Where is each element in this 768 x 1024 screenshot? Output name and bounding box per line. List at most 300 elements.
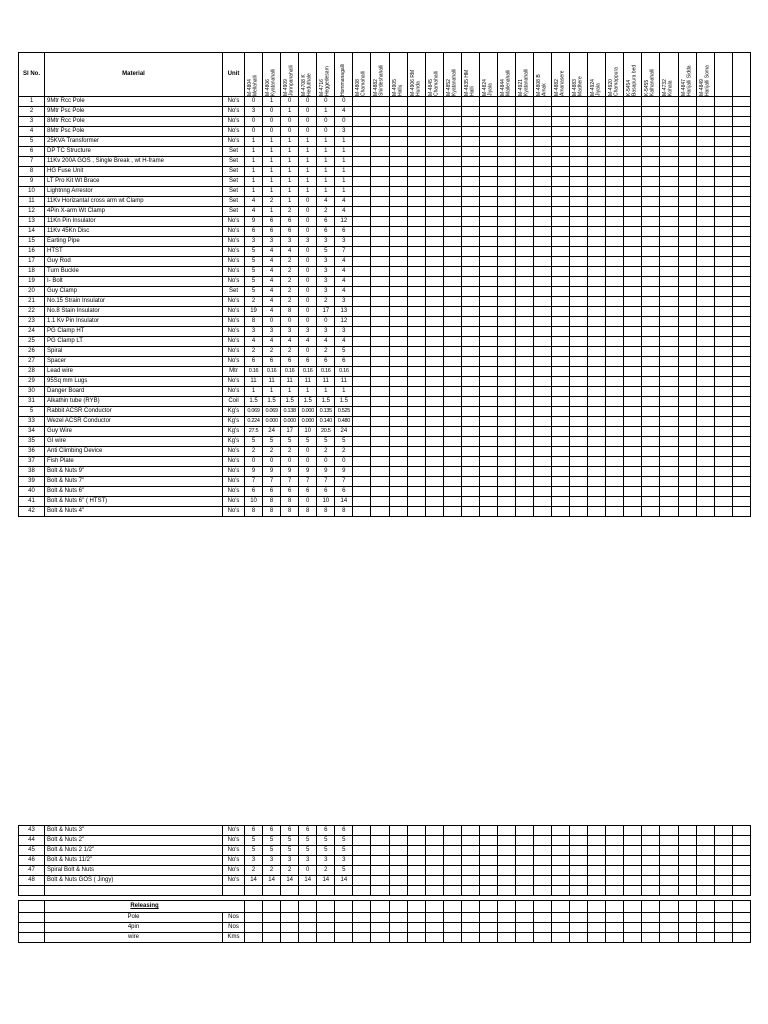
- quantity-cell: 0.140: [317, 417, 335, 427]
- quantity-cell: [570, 237, 588, 247]
- quantity-cell: [389, 117, 407, 127]
- sl-no-cell: 43: [19, 826, 45, 836]
- quantity-cell: 12: [335, 217, 353, 227]
- quantity-cell: [552, 846, 570, 856]
- releasing-empty-cell: [479, 901, 497, 913]
- location-header: [461, 53, 479, 97]
- quantity-cell: [678, 197, 696, 207]
- quantity-cell: [497, 207, 515, 217]
- quantity-cell: 9: [317, 467, 335, 477]
- quantity-cell: [714, 337, 732, 347]
- quantity-cell: [606, 437, 624, 447]
- quantity-cell: [353, 187, 371, 197]
- quantity-cell: 2: [281, 207, 299, 217]
- quantity-cell: 4: [245, 207, 263, 217]
- quantity-cell: 2: [245, 866, 263, 876]
- quantity-cell: 0: [299, 97, 317, 107]
- table-row: [19, 427, 751, 437]
- quantity-cell: [642, 97, 660, 107]
- quantity-cell: [552, 157, 570, 167]
- quantity-cell: [732, 427, 750, 437]
- quantity-cell: [624, 157, 642, 167]
- quantity-cell: [642, 367, 660, 377]
- unit-cell: No's: [223, 107, 245, 117]
- table-row: [19, 277, 751, 287]
- quantity-cell: [461, 437, 479, 447]
- quantity-cell: [732, 97, 750, 107]
- quantity-cell: [353, 367, 371, 377]
- quantity-cell: [552, 347, 570, 357]
- quantity-cell: [714, 237, 732, 247]
- releasing-qty-cell: [299, 913, 317, 923]
- releasing-empty-cell: [371, 901, 389, 913]
- unit-cell: No's: [223, 217, 245, 227]
- quantity-cell: [552, 247, 570, 257]
- quantity-cell: [588, 327, 606, 337]
- releasing-qty-cell: [353, 913, 371, 923]
- quantity-cell: [443, 437, 461, 447]
- quantity-cell: [552, 866, 570, 876]
- quantity-cell: [534, 836, 552, 846]
- quantity-cell: [642, 117, 660, 127]
- quantity-cell: [515, 257, 533, 267]
- quantity-cell: [660, 397, 678, 407]
- releasing-empty-cell: [317, 901, 335, 913]
- releasing-qty-cell: [497, 913, 515, 923]
- quantity-cell: [425, 97, 443, 107]
- quantity-cell: [371, 377, 389, 387]
- location-header: [443, 53, 461, 97]
- quantity-cell: [660, 457, 678, 467]
- quantity-cell: [588, 137, 606, 147]
- sl-no-cell: 13: [19, 217, 45, 227]
- quantity-cell: [624, 307, 642, 317]
- quantity-cell: 1: [245, 167, 263, 177]
- quantity-cell: [588, 846, 606, 856]
- quantity-cell: 0: [299, 457, 317, 467]
- quantity-cell: [642, 866, 660, 876]
- quantity-cell: [407, 437, 425, 447]
- sl-no-cell: 3: [19, 117, 45, 127]
- quantity-cell: 7: [281, 477, 299, 487]
- quantity-cell: 1: [281, 187, 299, 197]
- quantity-cell: 8: [281, 307, 299, 317]
- quantity-cell: [443, 467, 461, 477]
- quantity-cell: 0: [299, 197, 317, 207]
- quantity-cell: [461, 287, 479, 297]
- quantity-cell: [642, 157, 660, 167]
- location-label: Hommanagalli: [340, 64, 347, 96]
- quantity-cell: 0: [299, 267, 317, 277]
- releasing-qty-cell: [371, 913, 389, 923]
- quantity-cell: [660, 467, 678, 477]
- quantity-cell: [425, 147, 443, 157]
- quantity-cell: [461, 836, 479, 846]
- releasing-qty-cell: [642, 913, 660, 923]
- quantity-cell: 6: [263, 227, 281, 237]
- quantity-cell: [732, 227, 750, 237]
- releasing-qty-cell: [479, 933, 497, 943]
- table-row: [19, 357, 751, 367]
- location-header: [263, 53, 281, 97]
- quantity-cell: [588, 487, 606, 497]
- quantity-cell: [461, 257, 479, 267]
- quantity-cell: [407, 387, 425, 397]
- quantity-cell: [461, 826, 479, 836]
- quantity-cell: 6: [263, 357, 281, 367]
- sl-no-cell: 16: [19, 247, 45, 257]
- sl-no-cell: 46: [19, 856, 45, 866]
- releasing-qty-cell: [515, 933, 533, 943]
- quantity-cell: [732, 856, 750, 866]
- unit-cell: No's: [223, 317, 245, 327]
- quantity-cell: [534, 377, 552, 387]
- sl-no-cell: 31: [19, 397, 45, 407]
- quantity-cell: [588, 347, 606, 357]
- quantity-cell: [461, 387, 479, 397]
- quantity-cell: [732, 337, 750, 347]
- quantity-cell: 0: [299, 317, 317, 327]
- quantity-cell: [696, 467, 714, 477]
- quantity-cell: [371, 826, 389, 836]
- quantity-cell: [353, 327, 371, 337]
- quantity-cell: [371, 487, 389, 497]
- sl-no-cell: 23: [19, 317, 45, 327]
- quantity-cell: [534, 167, 552, 177]
- quantity-cell: [642, 497, 660, 507]
- releasing-qty-cell: [588, 933, 606, 943]
- quantity-cell: 0.525: [335, 407, 353, 417]
- location-label: M-4824 Jiyala: [481, 79, 494, 96]
- quantity-cell: [353, 846, 371, 856]
- quantity-cell: [624, 197, 642, 207]
- quantity-cell: [732, 237, 750, 247]
- releasing-qty-cell: [497, 923, 515, 933]
- quantity-cell: [714, 387, 732, 397]
- unit-cell: No's: [223, 487, 245, 497]
- empty-cell: [660, 886, 678, 896]
- quantity-cell: [660, 437, 678, 447]
- quantity-cell: [570, 167, 588, 177]
- quantity-cell: [570, 107, 588, 117]
- quantity-cell: [660, 267, 678, 277]
- material-cell: Guy Wire: [45, 427, 223, 437]
- sl-no-cell: 45: [19, 846, 45, 856]
- quantity-cell: 0.000: [281, 417, 299, 427]
- quantity-cell: [570, 207, 588, 217]
- quantity-cell: [425, 307, 443, 317]
- quantity-cell: [642, 437, 660, 447]
- quantity-cell: 0.480: [335, 417, 353, 427]
- quantity-cell: [515, 407, 533, 417]
- quantity-cell: [732, 876, 750, 886]
- releasing-qty-cell: [299, 923, 317, 933]
- quantity-cell: [642, 337, 660, 347]
- quantity-cell: [407, 427, 425, 437]
- quantity-cell: [443, 367, 461, 377]
- quantity-cell: [660, 357, 678, 367]
- quantity-cell: [443, 157, 461, 167]
- empty-cell: [714, 886, 732, 896]
- quantity-cell: [534, 337, 552, 347]
- sl-no-cell: 39: [19, 477, 45, 487]
- quantity-cell: [570, 487, 588, 497]
- quantity-cell: 0: [281, 457, 299, 467]
- location-header: [299, 53, 317, 97]
- quantity-cell: 0: [299, 217, 317, 227]
- table-row: [19, 347, 751, 357]
- quantity-cell: [588, 97, 606, 107]
- quantity-cell: [642, 187, 660, 197]
- quantity-cell: [714, 407, 732, 417]
- quantity-cell: [515, 397, 533, 407]
- unit-cell: Set: [223, 167, 245, 177]
- quantity-cell: [371, 187, 389, 197]
- quantity-cell: 4: [335, 337, 353, 347]
- quantity-cell: [461, 866, 479, 876]
- unit-cell: Coil: [223, 397, 245, 407]
- sl-no-cell: 26: [19, 347, 45, 357]
- quantity-cell: [624, 117, 642, 127]
- quantity-cell: [588, 247, 606, 257]
- quantity-cell: 8: [245, 507, 263, 517]
- empty-cell: [317, 886, 335, 896]
- quantity-cell: [642, 137, 660, 147]
- quantity-cell: 4: [263, 277, 281, 287]
- quantity-cell: 2: [281, 447, 299, 457]
- quantity-cell: [714, 187, 732, 197]
- quantity-cell: [515, 387, 533, 397]
- quantity-cell: [497, 187, 515, 197]
- quantity-cell: [552, 437, 570, 447]
- quantity-cell: 2: [317, 347, 335, 357]
- unit-cell: No's: [223, 117, 245, 127]
- quantity-cell: [479, 207, 497, 217]
- quantity-cell: [696, 866, 714, 876]
- quantity-cell: [714, 507, 732, 517]
- quantity-cell: [353, 337, 371, 347]
- quantity-cell: [479, 267, 497, 277]
- quantity-cell: 1: [317, 167, 335, 177]
- quantity-cell: [660, 377, 678, 387]
- quantity-cell: [407, 107, 425, 117]
- quantity-cell: [534, 427, 552, 437]
- quantity-cell: [389, 197, 407, 207]
- quantity-cell: [389, 467, 407, 477]
- quantity-cell: [624, 836, 642, 846]
- quantity-cell: [371, 177, 389, 187]
- location-label: M-4920 Chamappura: [608, 67, 620, 96]
- quantity-cell: [371, 297, 389, 307]
- quantity-cell: [407, 227, 425, 237]
- quantity-cell: [642, 417, 660, 427]
- quantity-cell: [497, 507, 515, 517]
- quantity-cell: 4: [263, 287, 281, 297]
- sl-no-cell: 24: [19, 327, 45, 337]
- quantity-cell: [696, 137, 714, 147]
- quantity-cell: [407, 197, 425, 207]
- quantity-cell: [371, 407, 389, 417]
- releasing-blank-cell: [19, 901, 45, 913]
- releasing-empty-cell: [515, 901, 533, 913]
- quantity-cell: [642, 177, 660, 187]
- table-row: [19, 327, 751, 337]
- quantity-cell: [515, 307, 533, 317]
- quantity-cell: [624, 826, 642, 836]
- quantity-cell: [425, 277, 443, 287]
- quantity-cell: [389, 257, 407, 267]
- quantity-cell: 8: [245, 317, 263, 327]
- quantity-cell: [606, 387, 624, 397]
- quantity-cell: [534, 107, 552, 117]
- quantity-cell: [570, 147, 588, 157]
- quantity-cell: [696, 327, 714, 337]
- quantity-cell: [407, 876, 425, 886]
- materials-table-continued-body: [19, 826, 751, 943]
- quantity-cell: [497, 327, 515, 337]
- quantity-cell: [479, 127, 497, 137]
- quantity-cell: [389, 267, 407, 277]
- location-label: M-4716 Heggedesam: [319, 66, 331, 96]
- quantity-cell: [515, 856, 533, 866]
- quantity-cell: 3: [317, 277, 335, 287]
- quantity-cell: [624, 97, 642, 107]
- releasing-qty-cell: [534, 913, 552, 923]
- quantity-cell: 1: [335, 167, 353, 177]
- quantity-cell: [570, 866, 588, 876]
- quantity-cell: [479, 487, 497, 497]
- quantity-cell: [425, 227, 443, 237]
- material-cell: Lightnng Arrestor: [45, 187, 223, 197]
- quantity-cell: [443, 297, 461, 307]
- quantity-cell: 6: [317, 217, 335, 227]
- material-cell: Lead wire: [45, 367, 223, 377]
- quantity-cell: [461, 177, 479, 187]
- quantity-cell: 6: [281, 826, 299, 836]
- quantity-cell: [714, 307, 732, 317]
- quantity-cell: [425, 247, 443, 257]
- quantity-cell: 5: [335, 866, 353, 876]
- material-cell: 11Kv Horizantal cross arm wt Clamp: [45, 197, 223, 207]
- table-row: [19, 147, 751, 157]
- quantity-cell: [353, 237, 371, 247]
- quantity-cell: [425, 826, 443, 836]
- quantity-cell: 0: [299, 117, 317, 127]
- quantity-cell: 2: [245, 297, 263, 307]
- quantity-cell: 2: [245, 447, 263, 457]
- quantity-cell: [588, 387, 606, 397]
- quantity-cell: 5: [245, 257, 263, 267]
- quantity-cell: [660, 177, 678, 187]
- quantity-cell: [606, 866, 624, 876]
- releasing-qty-cell: [660, 923, 678, 933]
- quantity-cell: [353, 207, 371, 217]
- quantity-cell: [642, 197, 660, 207]
- location-header: [588, 53, 606, 97]
- quantity-cell: 1: [335, 387, 353, 397]
- releasing-qty-cell: [515, 913, 533, 923]
- quantity-cell: [353, 407, 371, 417]
- quantity-cell: [696, 427, 714, 437]
- quantity-cell: [624, 167, 642, 177]
- quantity-cell: [515, 197, 533, 207]
- quantity-cell: 6: [281, 487, 299, 497]
- sl-no-cell: 30: [19, 387, 45, 397]
- quantity-cell: [606, 317, 624, 327]
- quantity-cell: 1: [281, 387, 299, 397]
- quantity-cell: [660, 846, 678, 856]
- quantity-cell: [606, 417, 624, 427]
- quantity-cell: 0: [299, 257, 317, 267]
- quantity-cell: [497, 447, 515, 457]
- releasing-qty-cell: [317, 933, 335, 943]
- releasing-blank-cell: [19, 933, 45, 943]
- quantity-cell: [714, 297, 732, 307]
- quantity-cell: [678, 866, 696, 876]
- quantity-cell: 5: [245, 836, 263, 846]
- location-label: M-4804 Mellahalli: [247, 75, 259, 96]
- quantity-cell: [678, 337, 696, 347]
- quantity-cell: [461, 227, 479, 237]
- quantity-cell: [606, 197, 624, 207]
- quantity-cell: [606, 447, 624, 457]
- quantity-cell: [696, 497, 714, 507]
- quantity-cell: [371, 367, 389, 377]
- quantity-cell: 5: [317, 437, 335, 447]
- quantity-cell: [642, 297, 660, 307]
- quantity-cell: [714, 856, 732, 866]
- quantity-cell: [389, 327, 407, 337]
- quantity-cell: 14: [245, 876, 263, 886]
- quantity-cell: [353, 866, 371, 876]
- quantity-cell: [714, 167, 732, 177]
- quantity-cell: [371, 317, 389, 327]
- quantity-cell: [443, 287, 461, 297]
- unit-cell: No's: [223, 347, 245, 357]
- quantity-cell: [606, 97, 624, 107]
- quantity-cell: [714, 447, 732, 457]
- quantity-cell: [479, 107, 497, 117]
- quantity-cell: [461, 447, 479, 457]
- quantity-cell: 0: [299, 307, 317, 317]
- quantity-cell: 2: [263, 866, 281, 876]
- quantity-cell: 11: [263, 377, 281, 387]
- quantity-cell: 0: [263, 317, 281, 327]
- quantity-cell: [371, 197, 389, 207]
- quantity-cell: [552, 387, 570, 397]
- releasing-empty-cell: [660, 901, 678, 913]
- quantity-cell: 4: [299, 337, 317, 347]
- quantity-cell: [552, 457, 570, 467]
- quantity-cell: 1: [281, 167, 299, 177]
- material-cell: Bolt & Nuts 9": [45, 467, 223, 477]
- quantity-cell: [642, 357, 660, 367]
- location-header: [245, 53, 263, 97]
- quantity-cell: [389, 217, 407, 227]
- quantity-cell: [407, 477, 425, 487]
- releasing-empty-cell: [443, 901, 461, 913]
- quantity-cell: [642, 447, 660, 457]
- quantity-cell: [732, 157, 750, 167]
- quantity-cell: [660, 127, 678, 137]
- releasing-empty-cell: [642, 901, 660, 913]
- quantity-cell: [714, 267, 732, 277]
- releasing-qty-cell: [317, 913, 335, 923]
- quantity-cell: 0.16: [263, 367, 281, 377]
- quantity-cell: [570, 187, 588, 197]
- releasing-qty-cell: [606, 913, 624, 923]
- quantity-cell: [606, 327, 624, 337]
